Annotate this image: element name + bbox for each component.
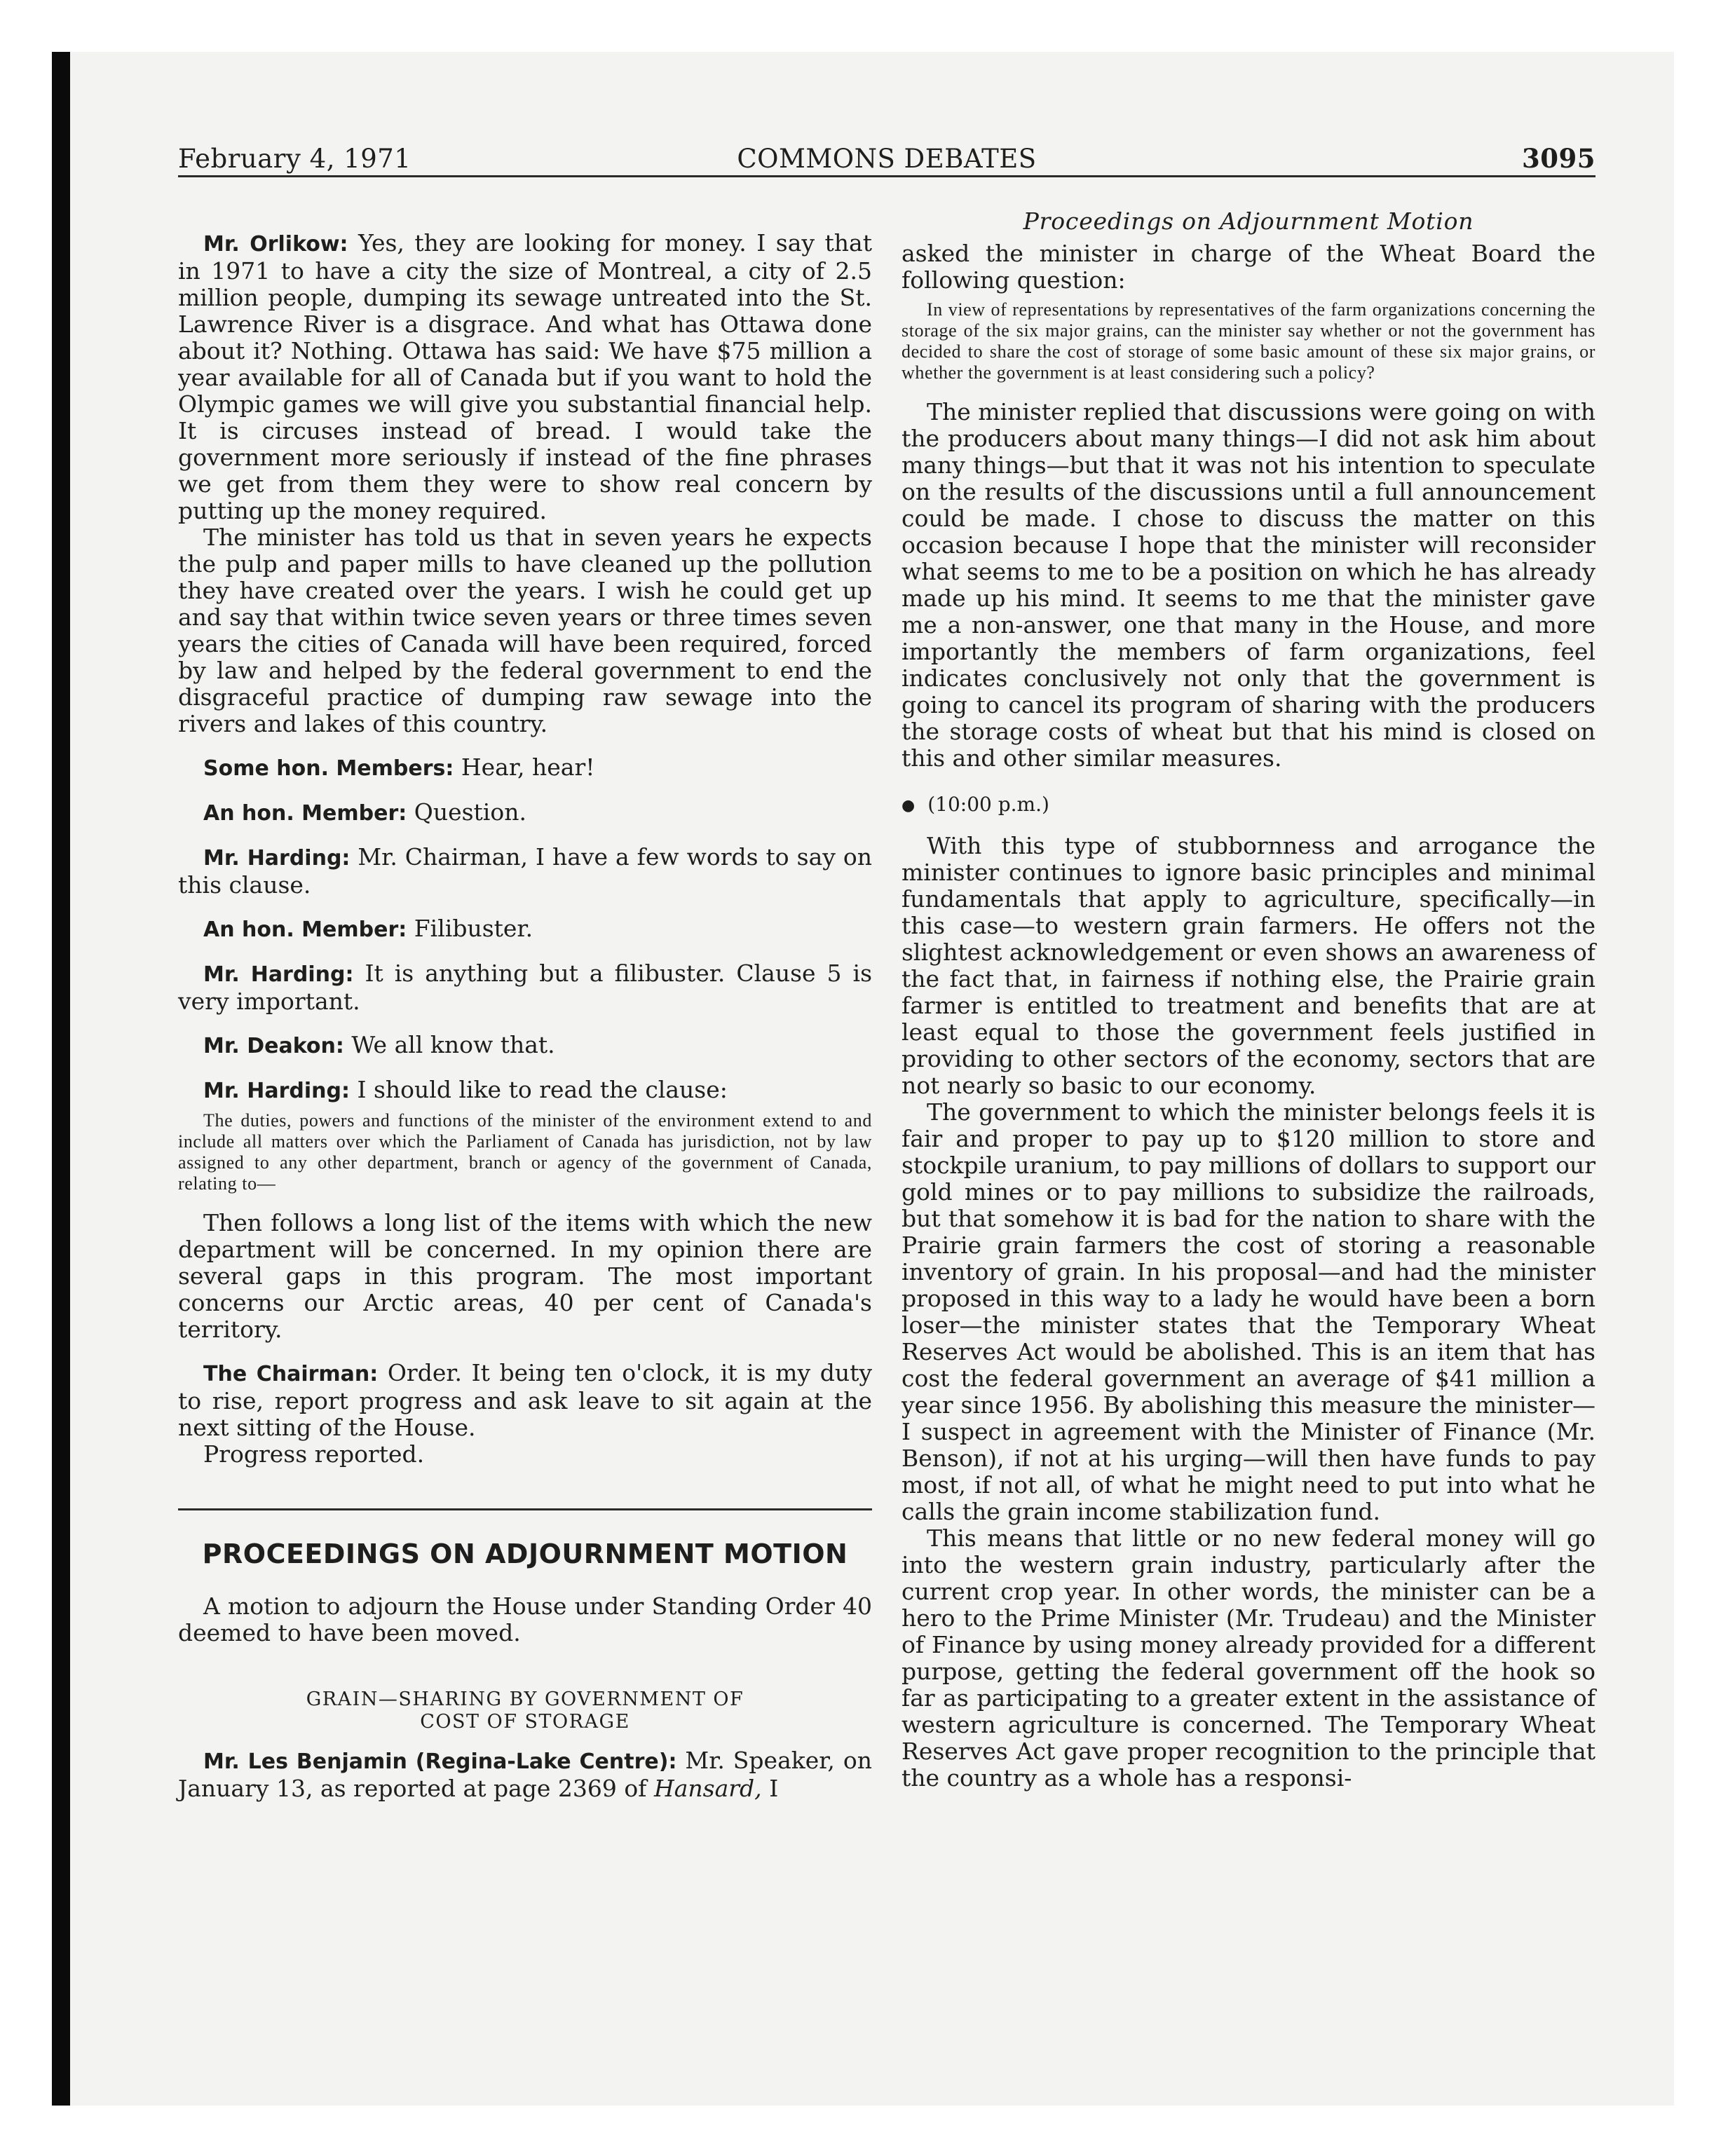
bullet-icon: ● [901, 797, 916, 814]
paragraph: The minister replied that discussions were going on with the producers about many things—I did not ask him about many things—but that it was not his intention to speculate on the results of the discussions until a full announcement could be made. I chose to discuss the matter on this occasion because I hope that the minister will reconsider what seems to me to be a position on which he has already made up his mind. It seems to me that the minister gave me a non-answer, one that many in the House, and more importantly the members of farm organizations, feel indicates conclusively not only that the government is going to cancel its program of sharing with the producers the storage costs of wheat but that his mind is closed on this and other similar measures. [901, 398, 1595, 772]
paragraph: The minister has told us that in seven years he expects the pulp and paper mills to have cleaned up the pollution they have created over the years. I wish he could get up and say that within twice seven years or three times seven years the cities of Canada will have been required, forced by law and helped by the federal government to end the disgraceful practice of dumping raw sewage into the rivers and lakes of this country. [178, 524, 872, 737]
quoted-clause [178, 1110, 872, 1194]
paragraph: A motion to adjourn the House under Standing Order 40 deemed to have been moved. [178, 1592, 872, 1646]
paragraph [178, 754, 872, 782]
paragraph [178, 844, 872, 899]
paragraph [178, 1747, 872, 1802]
subheading-line: COST OF STORAGE [420, 1711, 630, 1733]
speaker-name: Mr. Harding: [203, 1079, 350, 1103]
speaker-name: Mr. Harding: [203, 846, 351, 871]
speaker-name: Mr. Les Benjamin (Regina-Lake Centre): [203, 1749, 677, 1774]
paragraph: Progress reported. [203, 1440, 425, 1468]
speech-text: Question. [414, 798, 526, 826]
section-title: PROCEEDINGS ON ADJOURNMENT MOTION [202, 1538, 848, 1569]
running-head: Proceedings on Adjournment Motion [1023, 207, 1474, 235]
header-title: COMMONS DEBATES [737, 144, 1037, 174]
left-column [178, 203, 872, 1802]
speech-text: Filibuster. [414, 915, 533, 942]
paragraph: The government to which the minister belongs feels it is fair and proper to pay up to $120 million to store and stockpile uranium, to pay millions of dollars to support our gold mines or to pay millions to subsidize the railroads, but that somehow it is bad for the nation to share with the Prairie grain farmers the cost of storing a reasonable inventory of grain. In his proposal—and had the minister proposed in this way to a lady he would have been a born loser—the minister states that the Temporary Wheat Reserves Act would be abolished. This is an item that has cost the federal government an average of $41 million a year since 1956. By abolishing this measure the minister—I suspect in agreement with the Minister of Finance (Mr. Benson), if not at his urging—will then have funds to pay most, if not all, of what he might need to put into what he calls the grain income stabilization fund. [901, 1098, 1595, 1525]
paragraph [178, 1077, 872, 1105]
paragraph [178, 915, 872, 943]
italic-text: Hansard, [653, 1775, 762, 1802]
quoted-question [901, 299, 1595, 383]
speaker-name: Mr. Harding: [203, 962, 354, 987]
timestamp-text: (10:00 p.m.) [927, 793, 1049, 816]
speaker-name: Mr. Orlikow: [203, 232, 348, 257]
paragraph: With this type of stubbornness and arrogance the minister continues to ignore basic principles and minimal fundamentals that apply to agriculture, specifically—in this case—to western grain farmers. He offers not the slightest acknowledgement or even shows an awareness of the fact that, in fairness if nothing else, the Prairie grain farmer is entitled to treatment and benefits that are at least equal to those the government feels justified in providing to other sectors of the economy, sectors that are not nearly so basic to our economy. [901, 832, 1595, 1099]
speech-text: Order. It being ten o'clock, it is my duty to rise, report progress and ask leave to sit again at the next sitting of the House. [178, 1359, 872, 1441]
subheading [178, 1688, 872, 1733]
right-column [901, 203, 1595, 1792]
speech-text: Mr. Speaker, on January 13, as reported at page 2369 of [178, 1747, 872, 1802]
paragraph: asked the minister in charge of the Wheat Board the following question: [901, 240, 1595, 294]
paragraph: Then follows a long list of the items with which the new department will be concerned. In my opinion there are several gaps in this program. The most important concerns our Arctic areas, 40 per cent of Canada's territory. [178, 1209, 872, 1343]
speech-text: I should like to read the clause: [357, 1076, 728, 1103]
speaker-name: An hon. Member: [203, 917, 407, 942]
timestamp [901, 793, 1595, 816]
header-page-number: 3095 [1522, 143, 1595, 174]
speaker-name: Some hon. Members: [203, 756, 454, 781]
quote-text: The duties, powers and functions of the minister of the environment extend to and include all matters over which the Parliament of Canada has jurisdiction, not by law assigned to any other department, branch or agency of the government of Canada, relating to— [178, 1110, 872, 1194]
paragraph [178, 799, 872, 827]
speaker-name: An hon. Member: [203, 801, 407, 826]
speaker-name: The Chairman: [203, 1362, 379, 1386]
page-header [178, 137, 1595, 177]
subheading-line: GRAIN—SHARING BY GOVERNMENT OF [306, 1688, 744, 1710]
speaker-name: Mr. Deakon: [203, 1034, 344, 1058]
speech-text: Mr. Chairman, I have a few words to say on this clause. [178, 843, 872, 899]
paragraph: This means that little or no new federal money will go into the western grain industry, particularly after the current crop year. In other words, the minister can be a hero to the Prime Minister (Mr. Trudeau) and the Minister of Finance by using money already provided for a different purpose, getting the federal government off the hook so far as participating to a greater extent in the assistance of western agriculture is concerned. The Temporary Wheat Reserves Act gave proper recognition to the principle that the country as a whole has a responsi- [901, 1524, 1595, 1792]
scan-edge [52, 52, 70, 2106]
speech-text: Yes, they are looking for money. I say that in 1971 to have a city the size of Montreal, a city of 2.5 million people, dumping its sewage untreated into the St. Lawrence River is a disgrace. And what has Ottawa done about it? Nothing. Ottawa has said: We have $75 million a year available for all of Canada but if you want to hold the Olympic games we will give you substantial financial help. It is circuses instead of bread. I would take the government more seriously if instead of the fine phrases we get from them they were to show real concern by putting up the money required. [178, 229, 872, 524]
section-divider [178, 1508, 872, 1510]
paragraph [178, 230, 872, 524]
quote-text: In view of representations by representatives of the farm organizations concerning the storage of the six major grains, can the minister say whether or not the government has decided to share the cost of storage of some basic amount of these six major grains, or whether the government is at least considering such a policy? [901, 299, 1595, 383]
paragraph [178, 1360, 872, 1441]
header-date: February 4, 1971 [178, 144, 411, 174]
speech-text: I [769, 1775, 779, 1802]
speech-text: Hear, hear! [461, 753, 595, 781]
paragraph [178, 960, 872, 1015]
paragraph [178, 1032, 872, 1060]
speech-text: It is anything but a filibuster. Clause 5 is very important. [178, 960, 873, 1015]
speech-text: We all know that. [351, 1031, 555, 1058]
